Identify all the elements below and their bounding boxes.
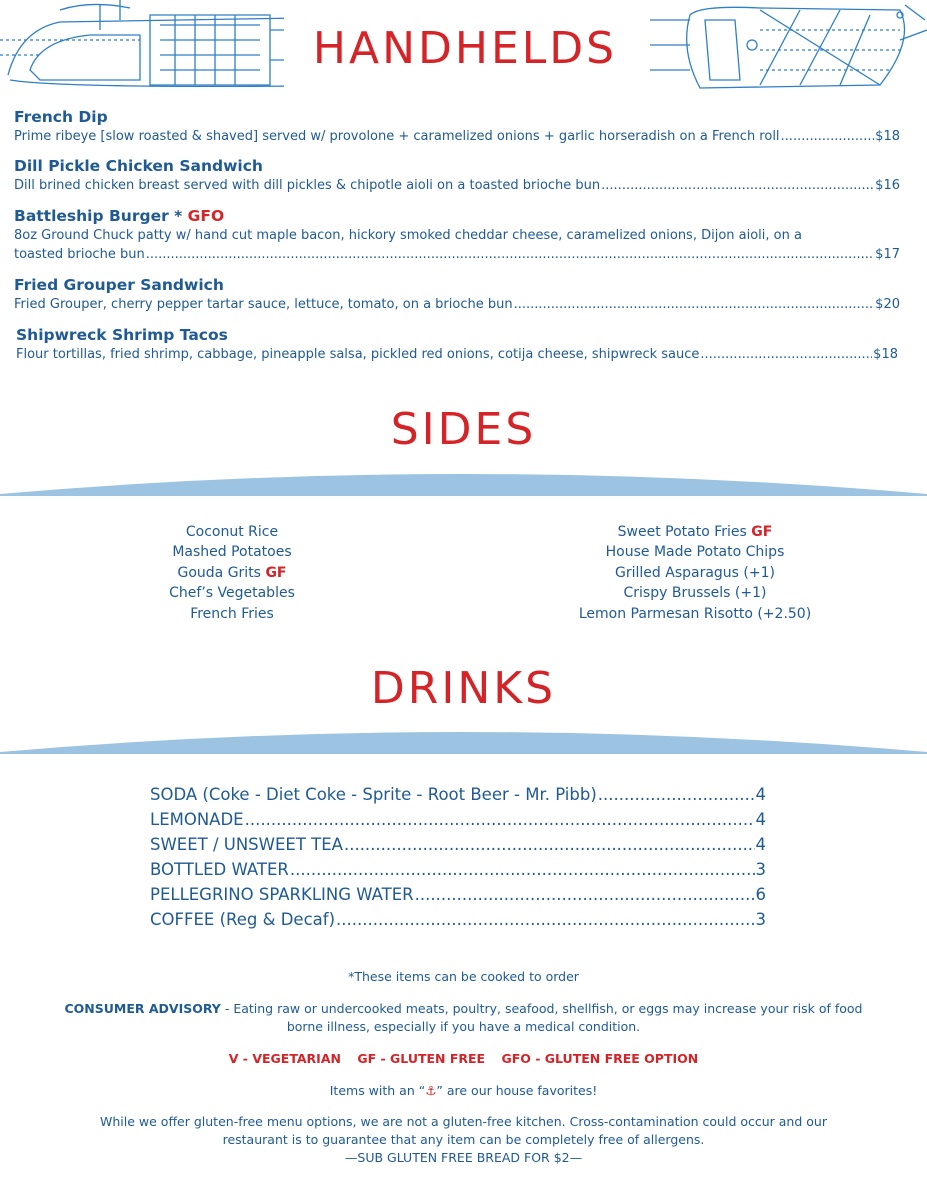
menu-item bbox=[14, 206, 900, 264]
item-price: $17 bbox=[875, 247, 900, 262]
menu-item bbox=[14, 275, 900, 314]
dietary-legend bbox=[60, 1050, 867, 1068]
sides-title: SIDES bbox=[390, 404, 537, 455]
sides-left-column bbox=[132, 522, 332, 624]
house-favorites-note: Items with an “⚓” are our house favorites! bbox=[329, 1083, 598, 1098]
advisory-text: - Eating raw or undercooked meats, poultry, seafood, shellfish, or eggs may increase your risk of food borne illness, especially if you have a medical condition. bbox=[220, 1001, 863, 1034]
drinks-wave-divider bbox=[0, 724, 927, 754]
blueprint-banner bbox=[0, 0, 927, 95]
consumer-advisory bbox=[60, 1000, 867, 1036]
item-name: Fried Grouper Sandwich bbox=[14, 276, 224, 294]
item-name: French Dip bbox=[14, 108, 108, 126]
gf-tag: GF bbox=[265, 564, 287, 581]
drink-price: 3 bbox=[755, 910, 766, 929]
advisory-label: CONSUMER ADVISORY bbox=[64, 1001, 221, 1016]
side-item: Chef’s Vegetables bbox=[169, 585, 295, 602]
side-item: Gouda Grits GF bbox=[177, 564, 287, 581]
side-item: Lemon Parmesan Risotto (+2.50) bbox=[578, 605, 812, 622]
drinks-list bbox=[150, 782, 766, 932]
drinks-title: DRINKS bbox=[370, 663, 557, 714]
item-name: Dill Pickle Chicken Sandwich bbox=[14, 157, 263, 175]
item-price: $18 bbox=[875, 129, 900, 144]
drink-item: COFFEE (Reg & Decaf) ..... 3 bbox=[150, 907, 766, 932]
item-description: Flour tortillas, fried shrimp, cabbage, pineapple salsa, pickled red onions, cotija cheese, shipwreck sauce ..... $18 bbox=[16, 345, 898, 364]
menu-item bbox=[14, 107, 900, 146]
legend-gluten-free: GF - GLUTEN FREE bbox=[357, 1051, 486, 1066]
menu-item bbox=[16, 325, 898, 364]
drink-price: 4 bbox=[755, 785, 766, 804]
drink-price: 4 bbox=[755, 810, 766, 829]
side-item: Crispy Brussels (+1) bbox=[623, 585, 767, 602]
item-name: Battleship Burger * GFO bbox=[14, 207, 225, 225]
anchor-icon: ⚓ bbox=[425, 1083, 437, 1098]
side-item: Grilled Asparagus (+1) bbox=[615, 564, 775, 581]
side-item: Mashed Potatoes bbox=[172, 544, 292, 561]
gluten-free-disclaimer: While we offer gluten-free menu options, we are not a gluten-free kitchen. Cross-contamination could occur and our restaurant is to guarantee that any item can be completely free of allergens. —SUB GLUTEN FREE BREAD FOR $2— bbox=[100, 1114, 827, 1165]
item-description: 8oz Ground Chuck patty w/ hand cut maple bacon, hickory smoked cheddar cheese, caramelized onions, Dijon aioli, on a toasted brioche bun ..... $17 bbox=[14, 226, 900, 264]
sides-right-column bbox=[560, 522, 830, 624]
menu-item bbox=[14, 156, 900, 195]
drink-item: LEMONADE ..... 4 bbox=[150, 807, 766, 832]
item-description: Fried Grouper, cherry pepper tartar sauce, lettuce, tomato, on a brioche bun ..... $20 bbox=[14, 295, 900, 314]
drink-price: 3 bbox=[755, 860, 766, 879]
gfo-tag: GFO bbox=[187, 207, 225, 225]
item-price: $18 bbox=[873, 347, 898, 362]
drink-item: SODA (Coke - Diet Coke - Sprite - Root Beer - Mr. Pibb) ..... 4 bbox=[150, 782, 766, 807]
drink-price: 6 bbox=[755, 885, 766, 904]
side-item: Sweet Potato Fries GF bbox=[617, 524, 773, 540]
legend-vegetarian: V - VEGETARIAN bbox=[228, 1051, 341, 1066]
side-item: French Fries bbox=[190, 605, 274, 622]
gf-tag: GF bbox=[751, 524, 773, 540]
item-description: Dill brined chicken breast served with dill pickles & chipotle aioli on a toasted brioche bun ..... $16 bbox=[14, 176, 900, 195]
item-description: Prime ribeye [slow roasted & shaved] served w/ provolone + caramelized onions + garlic horseradish on a French roll ..... $18 bbox=[14, 127, 900, 146]
item-price: $16 bbox=[875, 178, 900, 193]
side-item: Coconut Rice bbox=[185, 524, 279, 540]
drink-price: 4 bbox=[755, 835, 766, 854]
item-name: Shipwreck Shrimp Tacos bbox=[16, 326, 228, 344]
legend-gluten-free-option: GFO - GLUTEN FREE OPTION bbox=[501, 1051, 699, 1066]
item-price: $20 bbox=[875, 297, 900, 312]
drink-item: BOTTLED WATER ..... 3 bbox=[150, 857, 766, 882]
banner-title-box bbox=[284, 8, 646, 88]
handhelds-title: HANDHELDS bbox=[312, 22, 618, 74]
sides-wave-divider bbox=[0, 466, 927, 496]
cooked-to-order-note: *These items can be cooked to order bbox=[348, 969, 579, 984]
drink-item: PELLEGRINO SPARKLING WATER ..... 6 bbox=[150, 882, 766, 907]
drink-item: SWEET / UNSWEET TEA ..... 4 bbox=[150, 832, 766, 857]
side-item: House Made Potato Chips bbox=[605, 544, 785, 561]
